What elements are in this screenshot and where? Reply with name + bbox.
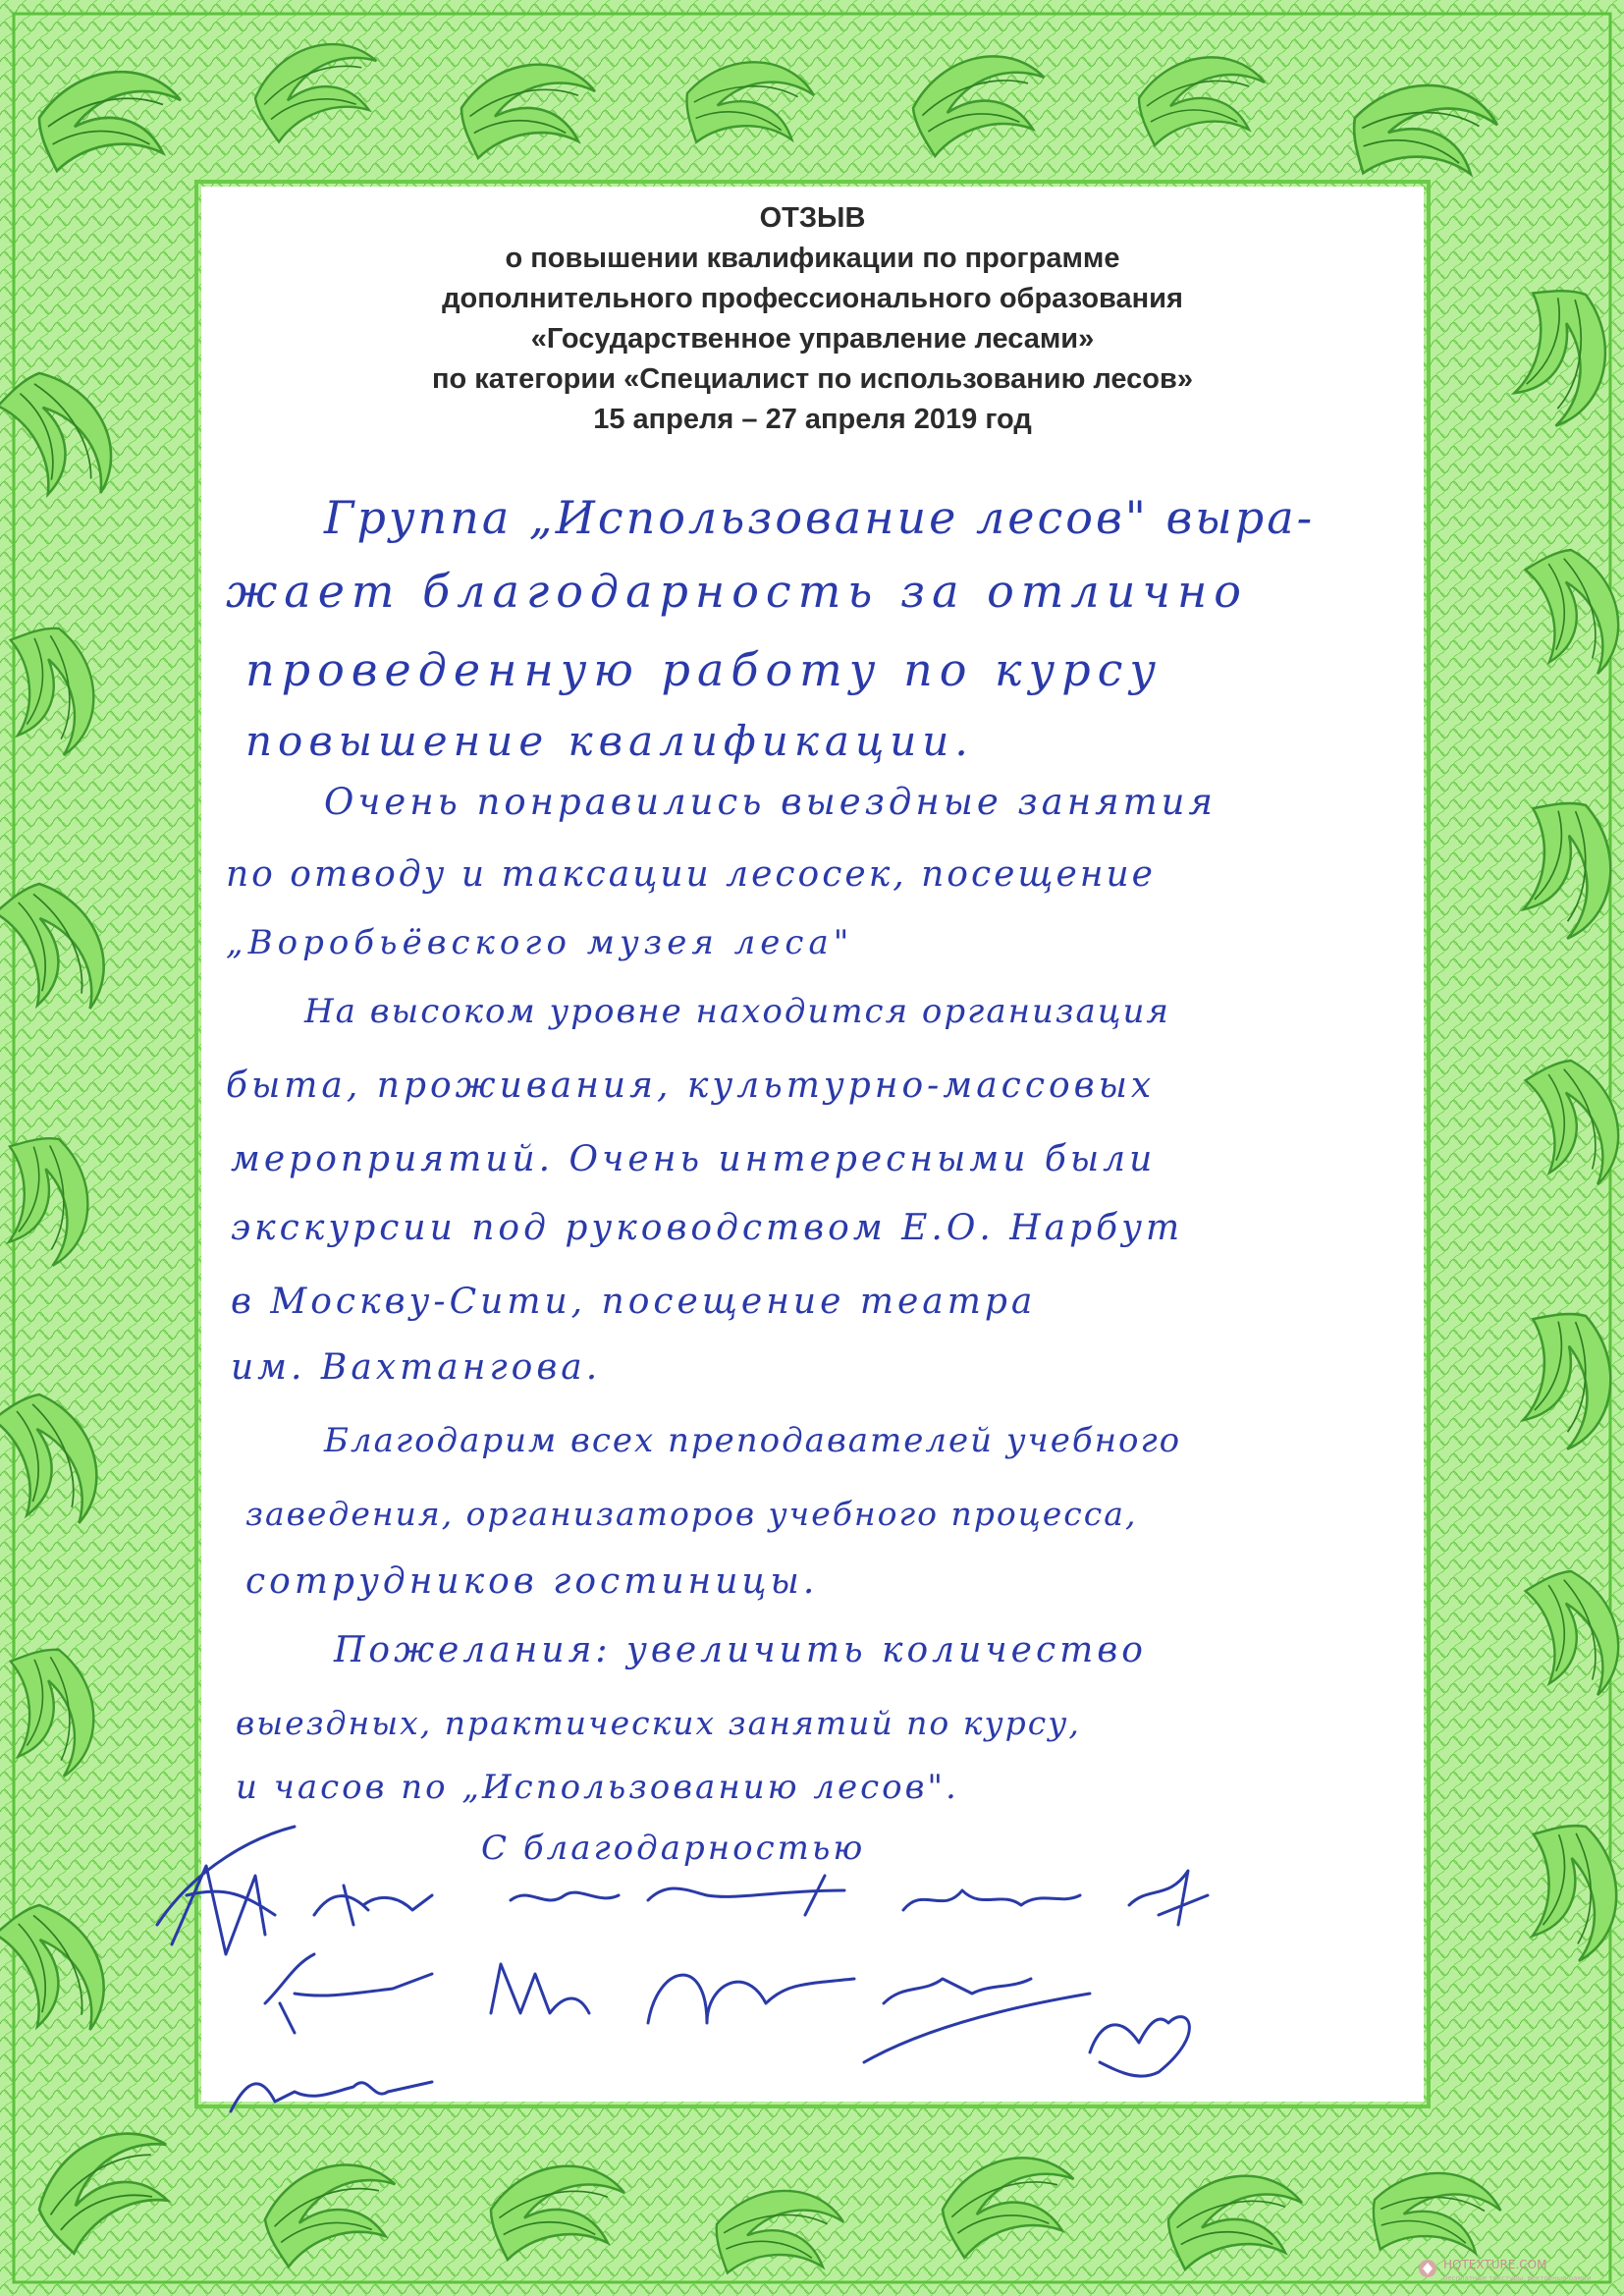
heading-line-4: по категории «Специалист по использованию лесов» [432,363,1193,395]
handwritten-line: жает благодарность за отлично [226,565,1248,618]
handwritten-line: На высоком уровне находится организация [304,992,1170,1031]
handwritten-line: быта, проживания, культурно-массовых [226,1066,1156,1106]
watermark-text: HQTEXTURE.COM [1443,2258,1547,2271]
handwritten-line: по отводу и таксации лесосек, посещение [226,854,1156,895]
handwritten-line: Благодарим всех преподавателей учебного [324,1421,1182,1460]
handwritten-line: С благодарностью [481,1829,866,1868]
heading-title: ОТЗЫВ [759,202,866,234]
handwritten-line: заведения, организаторов учебного процесса, [245,1495,1138,1533]
handwritten-line: Группа „Использование лесов" выра- [324,491,1316,544]
handwritten-line: Пожелания: увеличить количество [334,1630,1147,1670]
watermark-subtext: бесплатные текстуры, векторные рамки [1443,2274,1592,2282]
handwritten-line: выездных, практических занятий по курсу, [236,1704,1081,1742]
handwritten-line: в Москву-Сити, посещение театра [231,1282,1037,1322]
handwritten-line: сотрудников гостиницы. [245,1561,819,1602]
heading-line-1: о повышении квалификации по программе [505,243,1120,274]
handwritten-line: и часов по „Использованию лесов". [236,1768,959,1807]
handwritten-line: мероприятий. Очень интересными были [231,1139,1157,1179]
heading-line-3: «Государственное управление лесами» [530,323,1095,355]
handwritten-line: проведенную работу по курсу [245,643,1164,696]
handwritten-line: Очень понравились выездные занятия [324,781,1218,823]
heading-line-2: дополнительного профессионального образования [442,283,1183,314]
handwritten-line: „Воробьёвского музея леса" [226,923,854,962]
handwritten-line: экскурсии под руководством Е.О. Нарбут [231,1208,1184,1248]
handwritten-line: им. Вахтангова. [231,1347,602,1388]
heading-line-5: 15 апреля – 27 апреля 2019 год [593,404,1032,435]
handwritten-line: повышение квалификации. [245,717,974,765]
